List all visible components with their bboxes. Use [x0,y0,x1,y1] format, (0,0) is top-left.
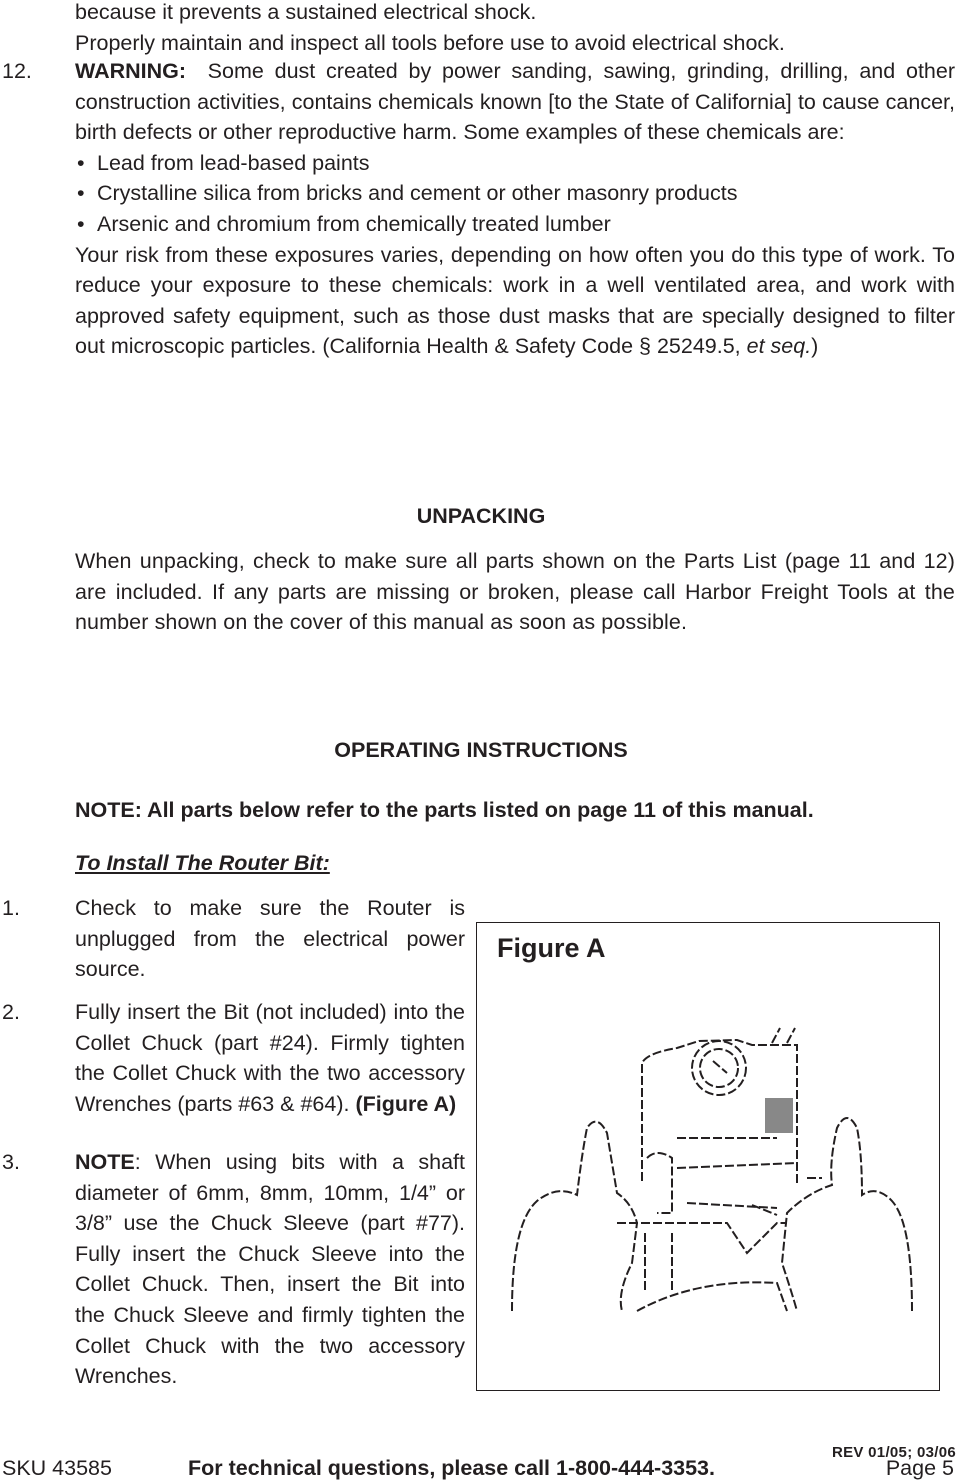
step-text: Check to make sure the Router is unplugged from the electrical power source. [75,896,465,982]
install-subheading: To Install The Router Bit: [75,851,330,875]
sku: SKU 43585 [2,1456,112,1480]
page-number: Page 5 [885,1456,954,1480]
close-paren: ) [811,334,819,359]
operating-heading: OPERATING INSTRUCTIONS [334,738,628,762]
item-number: 12. [2,59,32,83]
tech-support-line: For technical questions, please call 1-800-444-3353. [188,1456,715,1480]
step-text: : When using bits with a shaft diameter of 6mm, 8mm, 10mm, 1/4” or 3/8” use the Chuck Sleeve (part #77). Fully insert the Chuck Sleeve into the Collet Chuck. Then, insert the Bit into the Chuck Sleeve and firmly tighten the Collet Chuck with the two accessory Wrenches. [75,1150,465,1389]
warning-label: WARNING: [75,59,187,83]
intro-paragraph [75,0,955,58]
intro-line-2: Properly maintain and inspect all tools before use to avoid electrical shock. [75,30,785,55]
step-number: 1. [2,896,20,920]
revision-label: REV 01/05; 03/06 [831,1444,956,1461]
item-12 [0,56,955,362]
operating-note: NOTE: All parts below refer to the parts listed on page 11 of this manual. [75,798,814,822]
step-1 [0,893,465,985]
bullet-item: • Crystalline silica from bricks and cement or other masonry products [75,178,955,209]
note-label: NOTE [75,1150,135,1174]
risk-text: Your risk from these exposures varies, depending on how often you do this type of work. To reduce your exposure to these chemicals: work in a well ventilated area, and work with approved safety equipment, such as those dust masks that are specially designed to filter out microscopic particles. (California Health & Safety Code § 25249.5, [75,242,955,359]
intro-line-1: because it prevents a sustained electrical shock. [75,0,537,24]
bullet-item: • Arsenic and chromium from chemically treated lumber [75,209,955,240]
unpacking-text: When unpacking, check to make sure all parts shown on the Parts List (page 11 and 12) are included. If any parts are missing or broken, please call Harbor Freight Tools at the number shown on the cover of this manual as soon as possible. [75,549,955,635]
step-number: 3. [2,1150,20,1174]
router-illustration [477,923,941,1392]
step-2 [0,997,465,1119]
warning-text: Some dust created by power sanding, sawing, grinding, drilling, and other construction activities, contains chemicals known [to the State of California] to cause cancer, birth defects or other reproductive harm. Some examples of these chemicals are: [75,59,955,145]
bullet-item: • Lead from lead-based paints [75,148,955,179]
step-text: Fully insert the Bit (not included) into the Collet Chuck (part #24). Firmly tighten the Collet Chuck with the two accessory Wrenches (parts #63 & #64). [75,1000,465,1116]
figure-title: Figure A [497,933,606,963]
step-number: 2. [2,1000,20,1024]
figure-ref: (Figure A) [355,1091,457,1116]
et-seq: et seq. [746,334,812,359]
unpacking-heading: UNPACKING [416,504,546,528]
figure-a [476,922,940,1391]
step-3 [0,1147,465,1392]
